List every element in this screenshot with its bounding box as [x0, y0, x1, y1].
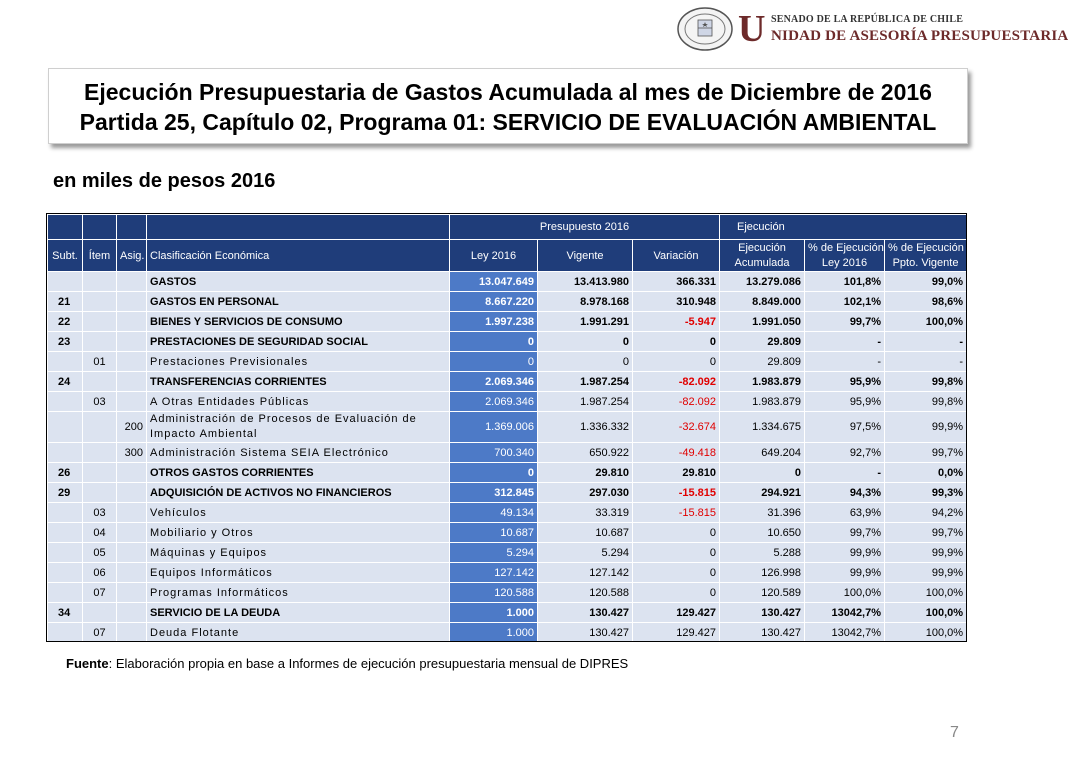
variacion-cell: 129.427 — [633, 603, 720, 623]
ejecucion-cell: 1.983.879 — [720, 392, 805, 412]
item-cell — [83, 603, 117, 623]
vigente-cell: 1.987.254 — [538, 392, 633, 412]
table-row — [48, 332, 967, 352]
table-row — [48, 483, 967, 503]
subt-cell: 22 — [48, 312, 83, 332]
asig-cell — [117, 563, 147, 583]
subt-cell — [48, 503, 83, 523]
pct-vigente-cell: 99,8% — [885, 392, 967, 412]
table-row — [48, 352, 967, 372]
item-cell — [83, 292, 117, 312]
pct-ley-cell: 95,9% — [805, 392, 885, 412]
ejecucion-header: Ejecución — [720, 215, 967, 240]
pct-vigente-cell: - — [885, 352, 967, 372]
ejecucion-cell: 1.983.879 — [720, 372, 805, 392]
ley-cell: 1.000 — [450, 623, 538, 643]
ley-cell: 13.047.649 — [450, 272, 538, 292]
title-line-2: Partida 25, Capítulo 02, Programa 01: SERVICIO DE EVALUACIÓN AMBIENTAL — [79, 109, 937, 135]
item-cell — [83, 443, 117, 463]
pct-vigente-cell: 0,0% — [885, 463, 967, 483]
description-cell: Programas Informáticos — [147, 583, 450, 603]
pct-vigente-cell: 99,8% — [885, 372, 967, 392]
asig-cell — [117, 523, 147, 543]
item-cell: 07 — [83, 623, 117, 643]
table-row — [48, 603, 967, 623]
ejecucion-acumulada-header: Ejecución Acumulada — [720, 240, 805, 272]
pct-vigente-cell: 100,0% — [885, 312, 967, 332]
logo-bottom-text: NIDAD DE ASESORÍA PRESUPUESTARIA — [771, 28, 1068, 44]
ley-cell: 1.000 — [450, 603, 538, 623]
ley-cell: 8.667.220 — [450, 292, 538, 312]
item-cell — [83, 412, 117, 443]
pct-vigente-cell: 99,9% — [885, 543, 967, 563]
subt-cell — [48, 543, 83, 563]
asig-cell: 300 — [117, 443, 147, 463]
pct-ley-cell: 97,5% — [805, 412, 885, 443]
asig-cell — [117, 372, 147, 392]
description-cell: Administración de Procesos de Evaluación de Impacto Ambiental — [147, 412, 450, 443]
description-cell: OTROS GASTOS CORRIENTES — [147, 463, 450, 483]
item-cell — [83, 332, 117, 352]
table-row — [48, 623, 967, 643]
table-row — [48, 392, 967, 412]
pct-ley-cell: 99,7% — [805, 312, 885, 332]
vigente-cell: 1.336.332 — [538, 412, 633, 443]
clasificacion-header: Clasificación Económica — [147, 240, 450, 272]
subt-cell — [48, 392, 83, 412]
ley-cell: 5.294 — [450, 543, 538, 563]
pct-ley-cell: 95,9% — [805, 372, 885, 392]
logo-top-text: SENADO DE LA REPÚBLICA DE CHILE — [771, 14, 964, 25]
subt-cell: 24 — [48, 372, 83, 392]
description-cell: GASTOS EN PERSONAL — [147, 292, 450, 312]
variacion-cell: 0 — [633, 543, 720, 563]
pct-ley-cell: - — [805, 352, 885, 372]
pct-ley-cell: 99,7% — [805, 523, 885, 543]
subt-cell: 26 — [48, 463, 83, 483]
subt-cell: 23 — [48, 332, 83, 352]
senado-seal-icon — [676, 6, 734, 52]
vigente-cell: 10.687 — [538, 523, 633, 543]
subt-cell: 29 — [48, 483, 83, 503]
table-row — [48, 272, 967, 292]
vigente-cell: 130.427 — [538, 603, 633, 623]
ley-cell: 1.997.238 — [450, 312, 538, 332]
pct-vigente-header: % de Ejecución Ppto. Vigente — [885, 240, 967, 272]
table-row — [48, 412, 967, 443]
subt-cell — [48, 563, 83, 583]
ejecucion-cell: 126.998 — [720, 563, 805, 583]
variacion-cell: 366.331 — [633, 272, 720, 292]
item-cell: 03 — [83, 392, 117, 412]
pct-ley-cell: 100,0% — [805, 583, 885, 603]
vigente-cell: 130.427 — [538, 623, 633, 643]
variacion-cell: 0 — [633, 352, 720, 372]
item-cell — [83, 463, 117, 483]
pct-vigente-cell: 98,6% — [885, 292, 967, 312]
description-cell: Máquinas y Equipos — [147, 543, 450, 563]
vigente-cell: 13.413.980 — [538, 272, 633, 292]
ejecucion-cell: 5.288 — [720, 543, 805, 563]
pct-vigente-cell: 100,0% — [885, 583, 967, 603]
asig-cell: 200 — [117, 412, 147, 443]
pct-ley-cell: 13042,7% — [805, 603, 885, 623]
asig-cell — [117, 503, 147, 523]
vigente-header: Vigente — [538, 240, 633, 272]
item-header: Ítem — [83, 240, 117, 272]
ley-cell: 312.845 — [450, 483, 538, 503]
ejecucion-cell: 13.279.086 — [720, 272, 805, 292]
vigente-cell: 127.142 — [538, 563, 633, 583]
description-cell: SERVICIO DE LA DEUDA — [147, 603, 450, 623]
ley-cell: 0 — [450, 352, 538, 372]
subt-cell: 21 — [48, 292, 83, 312]
description-cell: ADQUISICIÓN DE ACTIVOS NO FINANCIEROS — [147, 483, 450, 503]
item-cell: 03 — [83, 503, 117, 523]
variacion-cell: 0 — [633, 583, 720, 603]
pct-vigente-cell: 99,7% — [885, 523, 967, 543]
table-row — [48, 543, 967, 563]
pct-vigente-cell: 100,0% — [885, 603, 967, 623]
pct-vigente-cell: 100,0% — [885, 623, 967, 643]
pct-ley-cell: 99,9% — [805, 563, 885, 583]
ejecucion-cell: 31.396 — [720, 503, 805, 523]
variacion-cell: -15.815 — [633, 483, 720, 503]
ley-cell: 127.142 — [450, 563, 538, 583]
vigente-cell: 33.319 — [538, 503, 633, 523]
table-row — [48, 372, 967, 392]
logo-initial: U — [738, 8, 766, 50]
ley-header: Ley 2016 — [450, 240, 538, 272]
ejecucion-cell: 8.849.000 — [720, 292, 805, 312]
vigente-cell: 5.294 — [538, 543, 633, 563]
ley-cell: 700.340 — [450, 443, 538, 463]
ley-cell: 0 — [450, 463, 538, 483]
header-row-2 — [48, 240, 967, 272]
item-cell — [83, 483, 117, 503]
ley-cell: 120.588 — [450, 583, 538, 603]
pct-ley-cell: 13042,7% — [805, 623, 885, 643]
description-cell: Vehículos — [147, 503, 450, 523]
pct-vigente-cell: 94,2% — [885, 503, 967, 523]
subt-cell — [48, 412, 83, 443]
pct-ley-header: % de Ejecución Ley 2016 — [805, 240, 885, 272]
variacion-cell: -5.947 — [633, 312, 720, 332]
vigente-cell: 0 — [538, 332, 633, 352]
pct-ley-cell: 101,8% — [805, 272, 885, 292]
table-row — [48, 463, 967, 483]
ejecucion-cell: 0 — [720, 463, 805, 483]
variacion-cell: -32.674 — [633, 412, 720, 443]
pct-vigente-cell: - — [885, 332, 967, 352]
vigente-cell: 29.810 — [538, 463, 633, 483]
ejecucion-cell: 130.427 — [720, 623, 805, 643]
asig-cell — [117, 623, 147, 643]
item-cell — [83, 272, 117, 292]
ejecucion-cell: 294.921 — [720, 483, 805, 503]
description-cell: Mobiliario y Otros — [147, 523, 450, 543]
asig-cell — [117, 583, 147, 603]
item-cell — [83, 312, 117, 332]
table-row — [48, 523, 967, 543]
ejecucion-cell: 29.809 — [720, 332, 805, 352]
item-cell: 05 — [83, 543, 117, 563]
description-cell: Deuda Flotante — [147, 623, 450, 643]
pct-ley-cell: - — [805, 332, 885, 352]
asig-cell — [117, 392, 147, 412]
asig-cell — [117, 332, 147, 352]
vigente-cell: 297.030 — [538, 483, 633, 503]
pct-vigente-cell: 99,7% — [885, 443, 967, 463]
title-box — [48, 68, 968, 144]
description-cell: GASTOS — [147, 272, 450, 292]
pct-ley-cell: 102,1% — [805, 292, 885, 312]
variacion-cell: -82.092 — [633, 392, 720, 412]
description-cell: Prestaciones Previsionales — [147, 352, 450, 372]
pct-vigente-cell: 99,9% — [885, 563, 967, 583]
ejecucion-cell: 649.204 — [720, 443, 805, 463]
table-row — [48, 312, 967, 332]
pct-ley-cell: 94,3% — [805, 483, 885, 503]
subt-cell — [48, 352, 83, 372]
ley-cell: 2.069.346 — [450, 392, 538, 412]
asig-cell — [117, 543, 147, 563]
description-cell: PRESTACIONES DE SEGURIDAD SOCIAL — [147, 332, 450, 352]
variacion-cell: -15.815 — [633, 503, 720, 523]
ley-cell: 2.069.346 — [450, 372, 538, 392]
description-cell: TRANSFERENCIAS CORRIENTES — [147, 372, 450, 392]
ejecucion-cell: 120.589 — [720, 583, 805, 603]
asig-cell — [117, 603, 147, 623]
variacion-cell: -82.092 — [633, 372, 720, 392]
item-cell — [83, 372, 117, 392]
vigente-cell: 8.978.168 — [538, 292, 633, 312]
vigente-cell: 120.588 — [538, 583, 633, 603]
subt-cell — [48, 443, 83, 463]
table-row — [48, 292, 967, 312]
vigente-cell: 0 — [538, 352, 633, 372]
ejecucion-cell: 1.334.675 — [720, 412, 805, 443]
pct-vigente-cell: 99,0% — [885, 272, 967, 292]
asig-cell — [117, 463, 147, 483]
ley-cell: 10.687 — [450, 523, 538, 543]
pct-ley-cell: 63,9% — [805, 503, 885, 523]
subt-cell: 34 — [48, 603, 83, 623]
asig-cell — [117, 312, 147, 332]
asig-header: Asig. — [117, 240, 147, 272]
table-row — [48, 503, 967, 523]
item-cell: 04 — [83, 523, 117, 543]
asig-cell — [117, 352, 147, 372]
vigente-cell: 1.991.291 — [538, 312, 633, 332]
page-number: 7 — [950, 724, 959, 741]
description-cell: Equipos Informáticos — [147, 563, 450, 583]
subt-cell — [48, 583, 83, 603]
ley-cell: 49.134 — [450, 503, 538, 523]
item-cell: 07 — [83, 583, 117, 603]
senado-logo — [676, 6, 1068, 52]
variacion-cell: 29.810 — [633, 463, 720, 483]
pct-vigente-cell: 99,9% — [885, 412, 967, 443]
variacion-header: Variación — [633, 240, 720, 272]
variacion-cell: 310.948 — [633, 292, 720, 312]
ejecucion-cell: 130.427 — [720, 603, 805, 623]
asig-cell — [117, 292, 147, 312]
presupuesto-header: Presupuesto 2016 — [450, 215, 720, 240]
title-line-1: Ejecución Presupuestaria de Gastos Acumulada al mes de Diciembre de 2016 — [84, 79, 932, 105]
item-cell: 01 — [83, 352, 117, 372]
variacion-cell: 0 — [633, 563, 720, 583]
pct-ley-cell: - — [805, 463, 885, 483]
ejecucion-cell: 29.809 — [720, 352, 805, 372]
ejecucion-cell: 10.650 — [720, 523, 805, 543]
table-row — [48, 443, 967, 463]
subt-cell — [48, 272, 83, 292]
subt-cell — [48, 623, 83, 643]
item-cell: 06 — [83, 563, 117, 583]
variacion-cell: -49.418 — [633, 443, 720, 463]
budget-table — [47, 214, 967, 643]
units-subtitle: en miles de pesos 2016 — [53, 170, 276, 192]
ejecucion-cell: 1.991.050 — [720, 312, 805, 332]
description-cell: A Otras Entidades Públicas — [147, 392, 450, 412]
variacion-cell: 0 — [633, 332, 720, 352]
variacion-cell: 0 — [633, 523, 720, 543]
source-note: Fuente: Elaboración propia en base a Informes de ejecución presupuestaria mensual de DIPRES — [66, 656, 629, 671]
asig-cell — [117, 272, 147, 292]
subt-cell — [48, 523, 83, 543]
table-row — [48, 583, 967, 603]
pct-ley-cell: 99,9% — [805, 543, 885, 563]
variacion-cell: 129.427 — [633, 623, 720, 643]
pct-vigente-cell: 99,3% — [885, 483, 967, 503]
table-row — [48, 563, 967, 583]
header-row-1 — [48, 215, 967, 240]
vigente-cell: 1.987.254 — [538, 372, 633, 392]
asig-cell — [117, 483, 147, 503]
ley-cell: 0 — [450, 332, 538, 352]
vigente-cell: 650.922 — [538, 443, 633, 463]
pct-ley-cell: 92,7% — [805, 443, 885, 463]
ley-cell: 1.369.006 — [450, 412, 538, 443]
subt-header: Subt. — [48, 240, 83, 272]
description-cell: BIENES Y SERVICIOS DE CONSUMO — [147, 312, 450, 332]
description-cell: Administración Sistema SEIA Electrónico — [147, 443, 450, 463]
